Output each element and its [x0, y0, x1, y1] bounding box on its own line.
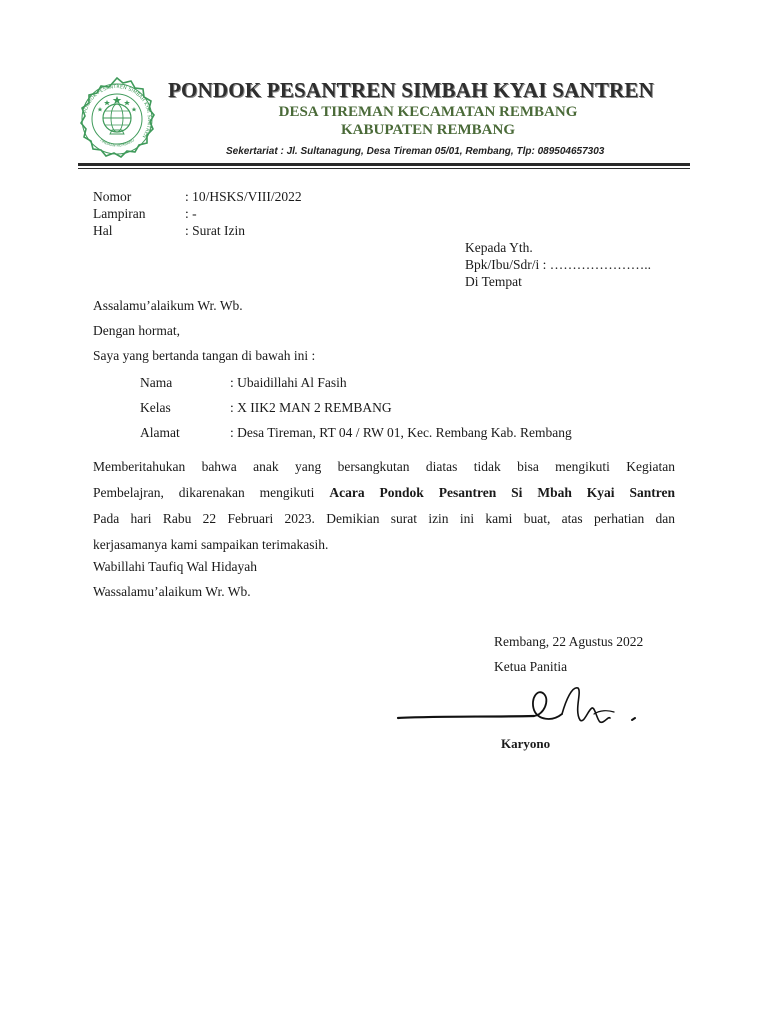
identity-label-alamat: Alamat [140, 425, 180, 440]
para-line-2-text: Pembelajran, dikarenakan mengikuti [93, 485, 330, 500]
org-name: PONDOK PESANTREN SIMBAH KYAI SANTREN [168, 78, 654, 102]
identity-value-kelas: : X IIK2 MAN 2 REMBANG [230, 400, 392, 415]
nomor-value: : 10/HSKS/VIII/2022 [185, 189, 302, 204]
body-paragraph [93, 454, 675, 558]
identity-value-alamat: : Desa Tireman, RT 04 / RW 01, Kec. Rembang Kab. Rembang [230, 425, 572, 440]
opening: Dengan hormat, [93, 323, 180, 338]
logo-ring-text: PONDOK PESANTREN SIMBAH KYAI SANTREN [83, 84, 152, 139]
org-village: DESA TIREMAN KECAMATAN REMBANG [278, 104, 578, 120]
nomor-label: Nomor [93, 189, 132, 204]
svg-text:TIREMAN REMBANG [98, 137, 135, 148]
header-rule-thin [78, 168, 690, 169]
para-line-4: kerjasamanya kami sampaikan terimakasih. [93, 537, 329, 552]
org-address: Sekertariat : Jl. Sultanagung, Desa Tireman 05/01, Rembang, Tlp: 089504657303 [226, 146, 605, 157]
identity-value-nama: : Ubaidillahi Al Fasih [230, 375, 347, 390]
closing-1: Wabillahi Taufiq Wal Hidayah [93, 559, 257, 574]
hal-label: Hal [93, 223, 113, 238]
event-name: Acara Pondok Pesantren Si Mbah Kyai Santren [329, 485, 676, 500]
logo-bottom-text: TIREMAN REMBANG [98, 137, 136, 148]
para-line-1: Memberitahukan bahwa anak yang bersangkutan diatas tidak bisa mengikuti Kegiatan [93, 459, 675, 474]
recipient-line1: Kepada Yth. [465, 240, 533, 255]
signer-position: Ketua Panitia [494, 659, 568, 674]
identity-label-nama: Nama [140, 375, 173, 390]
para-line-2 [93, 480, 675, 506]
hal-value: : Surat Izin [185, 223, 245, 238]
place-date: Rembang, 22 Agustus 2022 [494, 634, 644, 649]
identity-label-kelas: Kelas [140, 400, 171, 415]
intro: Saya yang bertanda tangan di bawah ini : [93, 348, 316, 363]
signer-name: Karyono [501, 736, 551, 751]
pesantren-logo [74, 76, 160, 162]
greeting: Assalamu’alaikum Wr. Wb. [93, 298, 243, 313]
closing-2: Wassalamu’alaikum Wr. Wb. [93, 584, 251, 599]
lampiran-label: Lampiran [93, 206, 146, 221]
handwritten-signature [394, 680, 644, 730]
lampiran-value: : - [185, 206, 197, 221]
recipient-line3: Di Tempat [465, 274, 522, 289]
org-regency: KABUPATEN REMBANG [340, 122, 516, 138]
para-line-3: Pada hari Rabu 22 Februari 2023. Demikian surat izin ini kami buat, atas perhatian dan [93, 511, 675, 526]
header-rule-thick [78, 163, 690, 166]
recipient-line2: Bpk/Ibu/Sdr/i : ………………….. [465, 257, 652, 272]
